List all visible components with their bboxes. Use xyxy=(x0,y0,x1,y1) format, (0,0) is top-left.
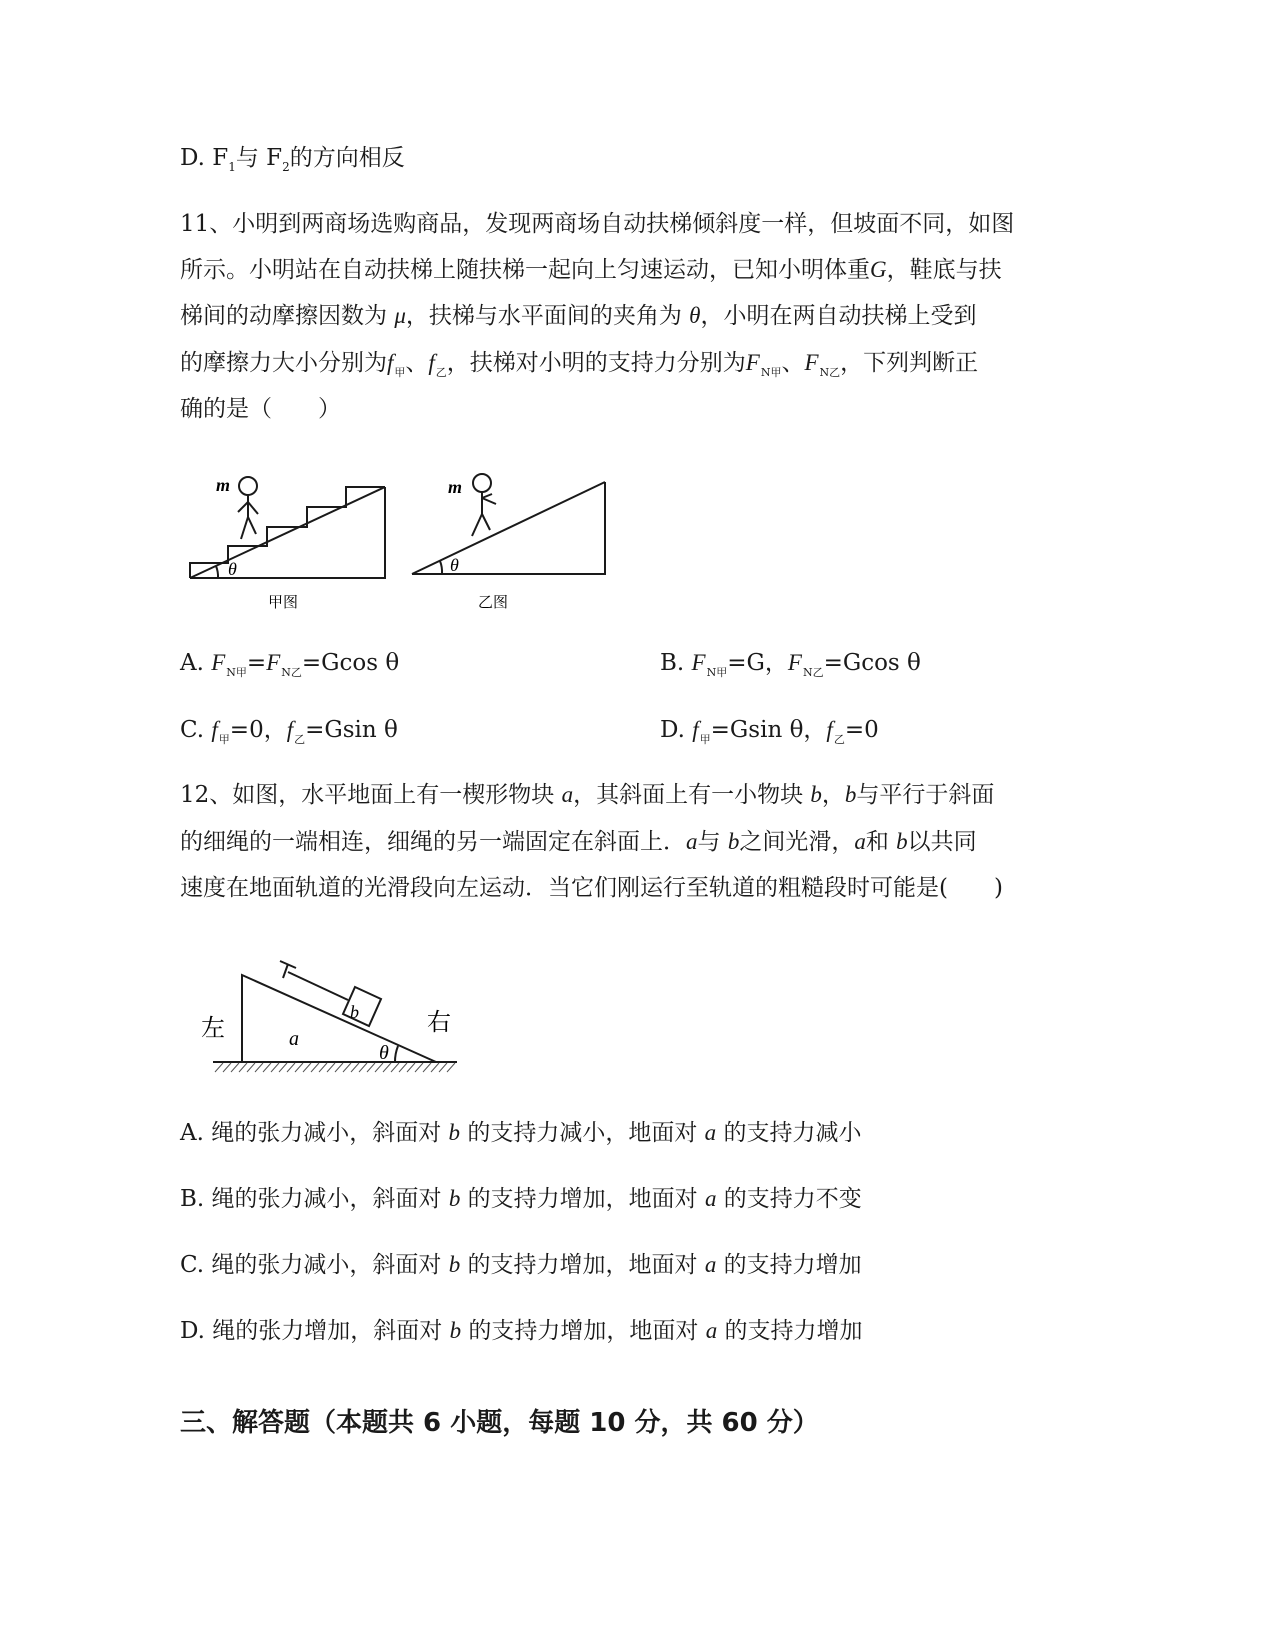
q11-option-b: B. $F_{N甲}=G$，$F_{N乙}=Gcos$ θ xyxy=(660,650,921,679)
theta-label-1: θ xyxy=(228,559,237,579)
q11-escalator-figure xyxy=(180,470,620,620)
q12-line-1: 12、如图，水平地面上有一楔形物块 a，其斜面上有一小物块 b，b与平行于斜面 xyxy=(180,782,995,808)
q12-option-c: C. 绳的张力减小，斜面对 b 的支持力增加，地面对 a 的支持力增加 xyxy=(180,1252,862,1278)
section-3-heading: 三、解答题（本题共 6 小题，每题 10 分，共 60 分） xyxy=(180,1408,819,1438)
q11-line-5: 确的是（ ） xyxy=(180,396,341,422)
caption-yi: 乙图 xyxy=(478,593,509,611)
wedge-diagram xyxy=(213,961,457,1062)
caption-jia: 甲图 xyxy=(268,593,299,611)
label-left: 左 xyxy=(201,1016,225,1042)
q12-wedge-figure xyxy=(195,950,465,1080)
label-right: 右 xyxy=(427,1010,451,1036)
q12-option-a: A. 绳的张力减小，斜面对 b 的支持力减小，地面对 a 的支持力减小 xyxy=(180,1120,862,1146)
q11-option-d: D. $f_甲=Gsin$ θ，$f_乙=0$ xyxy=(660,717,879,746)
label-b: b xyxy=(350,1002,359,1022)
q12-option-b: B. 绳的张力减小，斜面对 b 的支持力增加，地面对 a 的支持力不变 xyxy=(180,1186,862,1212)
q11-line-2: 所示。小明站在自动扶梯上随扶梯一起向上匀速运动，已知小明体重G，鞋底与扶 xyxy=(180,257,1002,283)
option-d-prev: D. $F_1$与 $F_2$的方向相反 xyxy=(180,145,405,174)
q11-option-a: A. $F_{N甲}=F_{N乙}=Gcos$ θ xyxy=(180,650,400,679)
ramp-escalator-diagram xyxy=(412,474,605,574)
q11-line-4: 的摩擦力大小分别为$f_甲$、$f_乙$，扶梯对小明的支持力分别为$F_{N甲}$、$F_{N乙}$，下列判断正 xyxy=(180,350,979,379)
q12-option-d: D. 绳的张力增加，斜面对 b 的支持力增加，地面对 a 的支持力增加 xyxy=(180,1318,863,1344)
label-a: a xyxy=(289,1028,299,1050)
q11-option-c: C. $f_甲=0$，$f_乙=Gsin$ θ xyxy=(180,717,398,746)
mass-label-1: m xyxy=(216,475,231,495)
q12-line-3: 速度在地面轨道的光滑段向左运动．当它们刚运行至轨道的粗糙段时可能是( ) xyxy=(180,875,1003,901)
ground-hatching xyxy=(215,1063,455,1072)
q12-line-2: 的细绳的一端相连，细绳的另一端固定在斜面上．a与 b之间光滑，a和 b以共同 xyxy=(180,829,977,855)
theta-label-2: θ xyxy=(450,555,459,575)
label-theta: θ xyxy=(379,1042,389,1064)
q11-line-3: 梯间的动摩擦因数为 μ，扶梯与水平面间的夹角为 θ，小明在两自动扶梯上受到 xyxy=(180,303,977,329)
q11-line-1: 11、小明到两商场选购商品，发现两商场自动扶梯倾斜度一样，但坡面不同，如图 xyxy=(180,211,1015,237)
mass-label-2: m xyxy=(448,477,463,497)
